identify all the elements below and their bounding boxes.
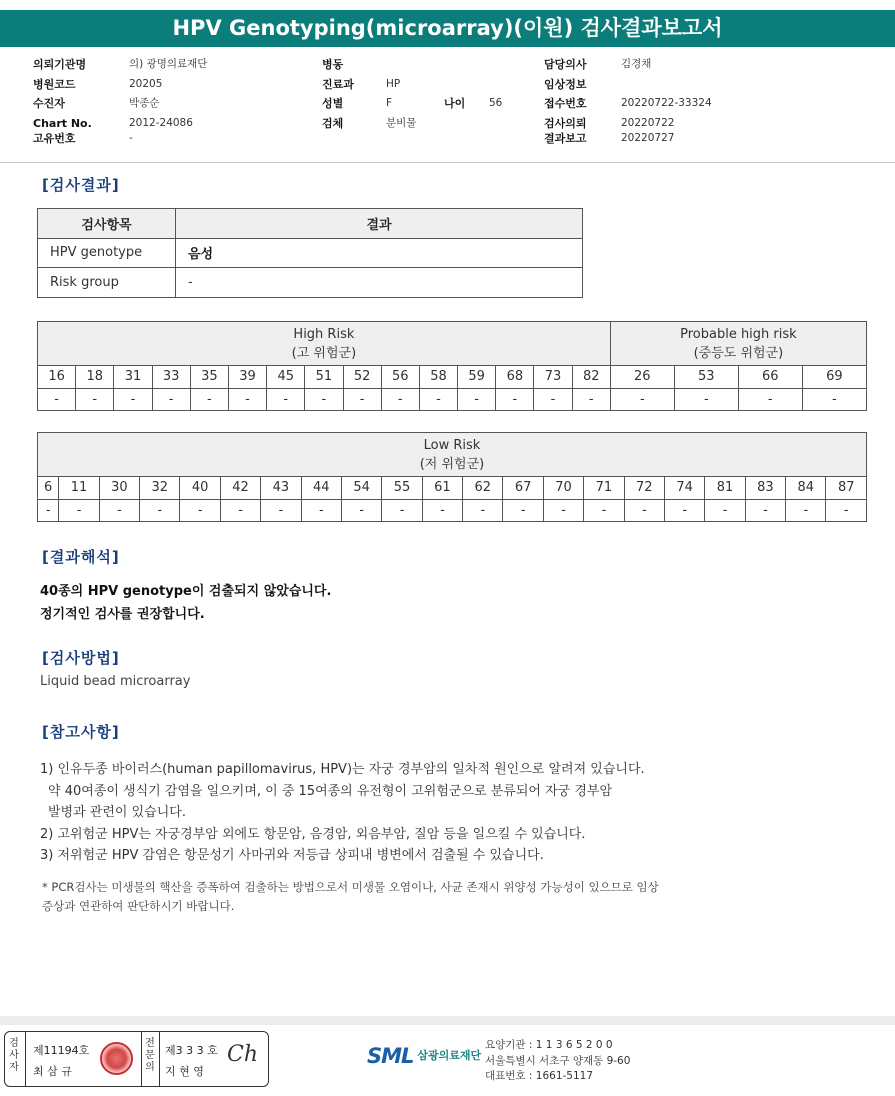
table-row xyxy=(38,366,867,389)
institution-value: 의) 광명의료재단 xyxy=(129,58,208,70)
note-line: 발병과 관련이 있습니다. xyxy=(48,805,186,820)
genotype-cell: 54 xyxy=(341,477,381,500)
logo-mark: SML xyxy=(367,1044,414,1068)
genotype-cell: 84 xyxy=(786,477,826,500)
divider xyxy=(141,1032,142,1086)
genotype-result-cell: - xyxy=(152,388,190,411)
info-label: 검체 xyxy=(322,116,344,130)
genotype-cell: 72 xyxy=(624,477,664,500)
genotype-cell: 16 xyxy=(38,366,76,389)
info-label: Chart No. xyxy=(33,116,92,130)
genotype-result-cell: - xyxy=(59,499,99,522)
footnote-line: * PCR검사는 미생물의 핵산을 증폭하여 검출하는 방법으로서 미생물 오염이나, 사균 존재시 위양성 가능성이 있으므로 임상 xyxy=(42,880,659,894)
high-risk-sublabel: (고 위험군) xyxy=(291,345,357,361)
genotype-result-cell: - xyxy=(534,388,572,411)
genotype-cell: 83 xyxy=(745,477,785,500)
table-row xyxy=(38,268,583,298)
genotype-result-cell: - xyxy=(624,499,664,522)
genotype-result-cell: - xyxy=(826,499,867,522)
low-risk-header xyxy=(38,433,867,477)
result-item: Risk group xyxy=(38,268,176,298)
genotype-result-cell: - xyxy=(228,388,266,411)
info-label: 의뢰기관명 xyxy=(33,58,87,71)
genotype-result-cell: - xyxy=(458,388,496,411)
method-section-title: [검사방법] xyxy=(42,649,120,667)
genotype-cell: 69 xyxy=(802,366,866,389)
genotype-result-cell: - xyxy=(496,388,534,411)
genotype-cell: 26 xyxy=(610,366,674,389)
genotype-cell: 82 xyxy=(572,366,610,389)
info-column-3 xyxy=(544,55,804,149)
genotype-result-cell: - xyxy=(584,499,624,522)
department-value: HP xyxy=(386,77,401,90)
genotype-result-cell: - xyxy=(705,499,745,522)
genotype-result-cell: - xyxy=(301,499,341,522)
genotype-result-cell: - xyxy=(610,388,674,411)
genotype-result-cell: - xyxy=(382,499,422,522)
note-line: 3) 저위험군 HPV 감염은 항문성기 사마귀와 저등급 상피내 병변에서 검출될 수 있습니다. xyxy=(40,848,544,863)
hospital-code-value: 20205 xyxy=(129,77,163,90)
table-row xyxy=(38,238,583,268)
inspector-seal xyxy=(100,1042,133,1075)
inspector-license-no: 제11194호 xyxy=(33,1044,90,1057)
genotype-cell: 68 xyxy=(496,366,534,389)
table-row xyxy=(38,388,867,411)
genotype-result-cell: - xyxy=(422,499,462,522)
receipt-no-value: 20220722-33324 xyxy=(621,97,712,109)
genotype-result-cell: - xyxy=(180,499,220,522)
info-label: 접수번호 xyxy=(544,97,587,110)
genotype-result-cell: - xyxy=(343,388,381,411)
genotype-result-cell: - xyxy=(738,388,802,411)
genotype-result-cell: - xyxy=(503,499,543,522)
genotype-cell: 30 xyxy=(99,477,139,500)
sex-value: F xyxy=(386,97,393,109)
interpretation-text xyxy=(40,580,331,626)
table-row xyxy=(38,499,867,522)
low-risk-table xyxy=(37,432,867,522)
genotype-cell: 6 xyxy=(38,477,59,500)
specialist-signature: Ch xyxy=(227,1042,259,1067)
divider xyxy=(159,1032,160,1086)
org-phone: 대표번호 : 1661-5117 xyxy=(485,1070,594,1082)
org-address: 서울특별시 서초구 양재동 9-60 xyxy=(485,1054,631,1067)
genotype-cell: 67 xyxy=(503,477,543,500)
patient-name-value: 박종순 xyxy=(129,97,160,109)
genotype-result-cell: - xyxy=(220,499,260,522)
report-date-value: 20220727 xyxy=(621,132,675,144)
genotype-cell: 32 xyxy=(140,477,180,500)
probable-risk-header xyxy=(610,322,866,366)
genotype-cell: 42 xyxy=(220,477,260,500)
genotype-cell: 74 xyxy=(664,477,704,500)
genotype-cell: 40 xyxy=(180,477,220,500)
genotype-cell: 18 xyxy=(76,366,114,389)
method-text: Liquid bead microarray xyxy=(40,674,191,689)
genotype-result-cell: - xyxy=(38,499,59,522)
result-header-item: 검사항목 xyxy=(38,209,176,239)
genotype-cell: 45 xyxy=(267,366,305,389)
specialist-label: 전문의 xyxy=(145,1038,155,1073)
interpretation-section-title: [결과해석] xyxy=(42,548,120,566)
inspector-label: 검사자 xyxy=(9,1038,19,1073)
probable-risk-sublabel: (중등도 위험군) xyxy=(693,345,784,361)
info-column-2 xyxy=(322,55,522,133)
note-line: 1) 인유두종 바이러스(human papillomavirus, HPV)는 자궁 경부암의 일차적 원인으로 알려져 있습니다. xyxy=(40,762,645,777)
notes-section-title: [참고사항] xyxy=(42,723,120,741)
genotype-result-cell: - xyxy=(543,499,583,522)
low-risk-sublabel: (저 위험군) xyxy=(419,456,485,472)
unique-no-value: - xyxy=(129,132,133,144)
genotype-cell: 58 xyxy=(419,366,457,389)
note-line: 2) 고위험군 HPV는 자궁경부암 외에도 항문암, 음경암, 외음부암, 질암 등을 일으킬 수 있습니다. xyxy=(40,826,586,842)
info-label: 병원코드 xyxy=(33,77,76,91)
divider xyxy=(25,1032,26,1086)
high-risk-table xyxy=(37,321,867,411)
footer-divider xyxy=(0,1016,895,1025)
genotype-cell: 66 xyxy=(738,366,802,389)
result-section-title: [검사결과] xyxy=(42,176,120,194)
info-label: 진료과 xyxy=(322,77,354,91)
org-info xyxy=(485,1038,630,1085)
genotype-cell: 33 xyxy=(152,366,190,389)
genotype-result-cell: - xyxy=(745,499,785,522)
org-logo xyxy=(367,1044,481,1068)
genotype-result-cell: - xyxy=(114,388,152,411)
genotype-cell: 87 xyxy=(826,477,867,500)
report-title: HPV Genotyping(microarray)(이원) 검사결과보고서 xyxy=(0,10,895,47)
info-label: 성별 xyxy=(322,97,344,110)
genotype-result-cell: - xyxy=(802,388,866,411)
footnote xyxy=(42,878,659,916)
interpretation-line: 40종의 HPV genotype이 검출되지 않았습니다. xyxy=(40,584,332,599)
genotype-result-cell: - xyxy=(190,388,228,411)
genotype-cell: 44 xyxy=(301,477,341,500)
genotype-cell: 70 xyxy=(543,477,583,500)
genotype-cell: 55 xyxy=(382,477,422,500)
footnote-line: 증상과 연관하여 판단하시기 바랍니다. xyxy=(42,899,235,913)
genotype-cell: 35 xyxy=(190,366,228,389)
genotype-cell: 39 xyxy=(228,366,266,389)
genotype-result-cell: - xyxy=(463,499,503,522)
genotype-result-cell: - xyxy=(76,388,114,411)
age-value: 56 xyxy=(489,97,503,109)
genotype-cell: 52 xyxy=(343,366,381,389)
genotype-cell: 81 xyxy=(705,477,745,500)
genotype-cell: 71 xyxy=(584,477,624,500)
info-label: 담당의사 xyxy=(544,58,587,71)
info-divider xyxy=(0,162,895,163)
result-value: - xyxy=(176,268,583,298)
genotype-cell: 43 xyxy=(261,477,301,500)
genotype-result-cell: - xyxy=(267,388,305,411)
result-value: 음성 xyxy=(176,238,583,268)
signature-box xyxy=(4,1031,269,1087)
genotype-result-cell: - xyxy=(99,499,139,522)
genotype-result-cell: - xyxy=(381,388,419,411)
specialist-license-no: 제3 3 3 호 xyxy=(165,1044,218,1057)
genotype-cell: 61 xyxy=(422,477,462,500)
info-column-1 xyxy=(33,55,303,149)
genotype-cell: 11 xyxy=(59,477,99,500)
result-item: HPV genotype xyxy=(38,238,176,268)
inspector-name: 최 삼 규 xyxy=(33,1065,72,1078)
genotype-cell: 53 xyxy=(674,366,738,389)
genotype-cell: 31 xyxy=(114,366,152,389)
info-label: 병동 xyxy=(322,58,344,71)
genotype-result-cell: - xyxy=(341,499,381,522)
interpretation-line: 정기적인 검사를 권장합니다. xyxy=(40,607,205,622)
genotype-result-cell: - xyxy=(674,388,738,411)
info-label: 임상정보 xyxy=(544,77,587,91)
genotype-result-cell: - xyxy=(38,388,76,411)
doctor-value: 김경채 xyxy=(621,58,652,70)
age-label: 나이 xyxy=(444,97,466,110)
org-name: 삼광의료재단 xyxy=(417,1049,482,1062)
notes-text xyxy=(40,759,645,867)
chart-no-value: 2012-24086 xyxy=(129,116,193,129)
high-risk-label: High Risk xyxy=(293,326,355,342)
genotype-result-cell: - xyxy=(786,499,826,522)
result-header-result: 결과 xyxy=(176,209,583,239)
info-label: 고유번호 xyxy=(33,132,76,145)
org-code: 요양기관 : 1 1 3 6 5 2 0 0 xyxy=(485,1039,613,1051)
high-risk-header xyxy=(38,322,611,366)
genotype-cell: 73 xyxy=(534,366,572,389)
request-date-value: 20220722 xyxy=(621,116,675,129)
genotype-cell: 59 xyxy=(458,366,496,389)
low-risk-label: Low Risk xyxy=(423,437,481,453)
note-line: 약 40여종이 생식기 감염을 일으키며, 이 중 15여종의 유전형이 고위험군으로 분류되어 자궁 경부암 xyxy=(48,783,613,799)
genotype-cell: 51 xyxy=(305,366,343,389)
table-row xyxy=(38,477,867,500)
genotype-result-cell: - xyxy=(261,499,301,522)
specialist-name: 지 현 영 xyxy=(165,1065,204,1078)
genotype-cell: 56 xyxy=(381,366,419,389)
genotype-result-cell: - xyxy=(572,388,610,411)
genotype-cell: 62 xyxy=(463,477,503,500)
specimen-value: 분비물 xyxy=(386,116,417,129)
genotype-result-cell: - xyxy=(664,499,704,522)
result-table xyxy=(37,208,583,298)
info-label: 결과보고 xyxy=(544,132,587,145)
info-label: 수진자 xyxy=(33,97,65,110)
genotype-result-cell: - xyxy=(419,388,457,411)
info-label: 검사의뢰 xyxy=(544,116,587,130)
genotype-result-cell: - xyxy=(140,499,180,522)
genotype-result-cell: - xyxy=(305,388,343,411)
probable-risk-label: Probable high risk xyxy=(680,326,797,342)
